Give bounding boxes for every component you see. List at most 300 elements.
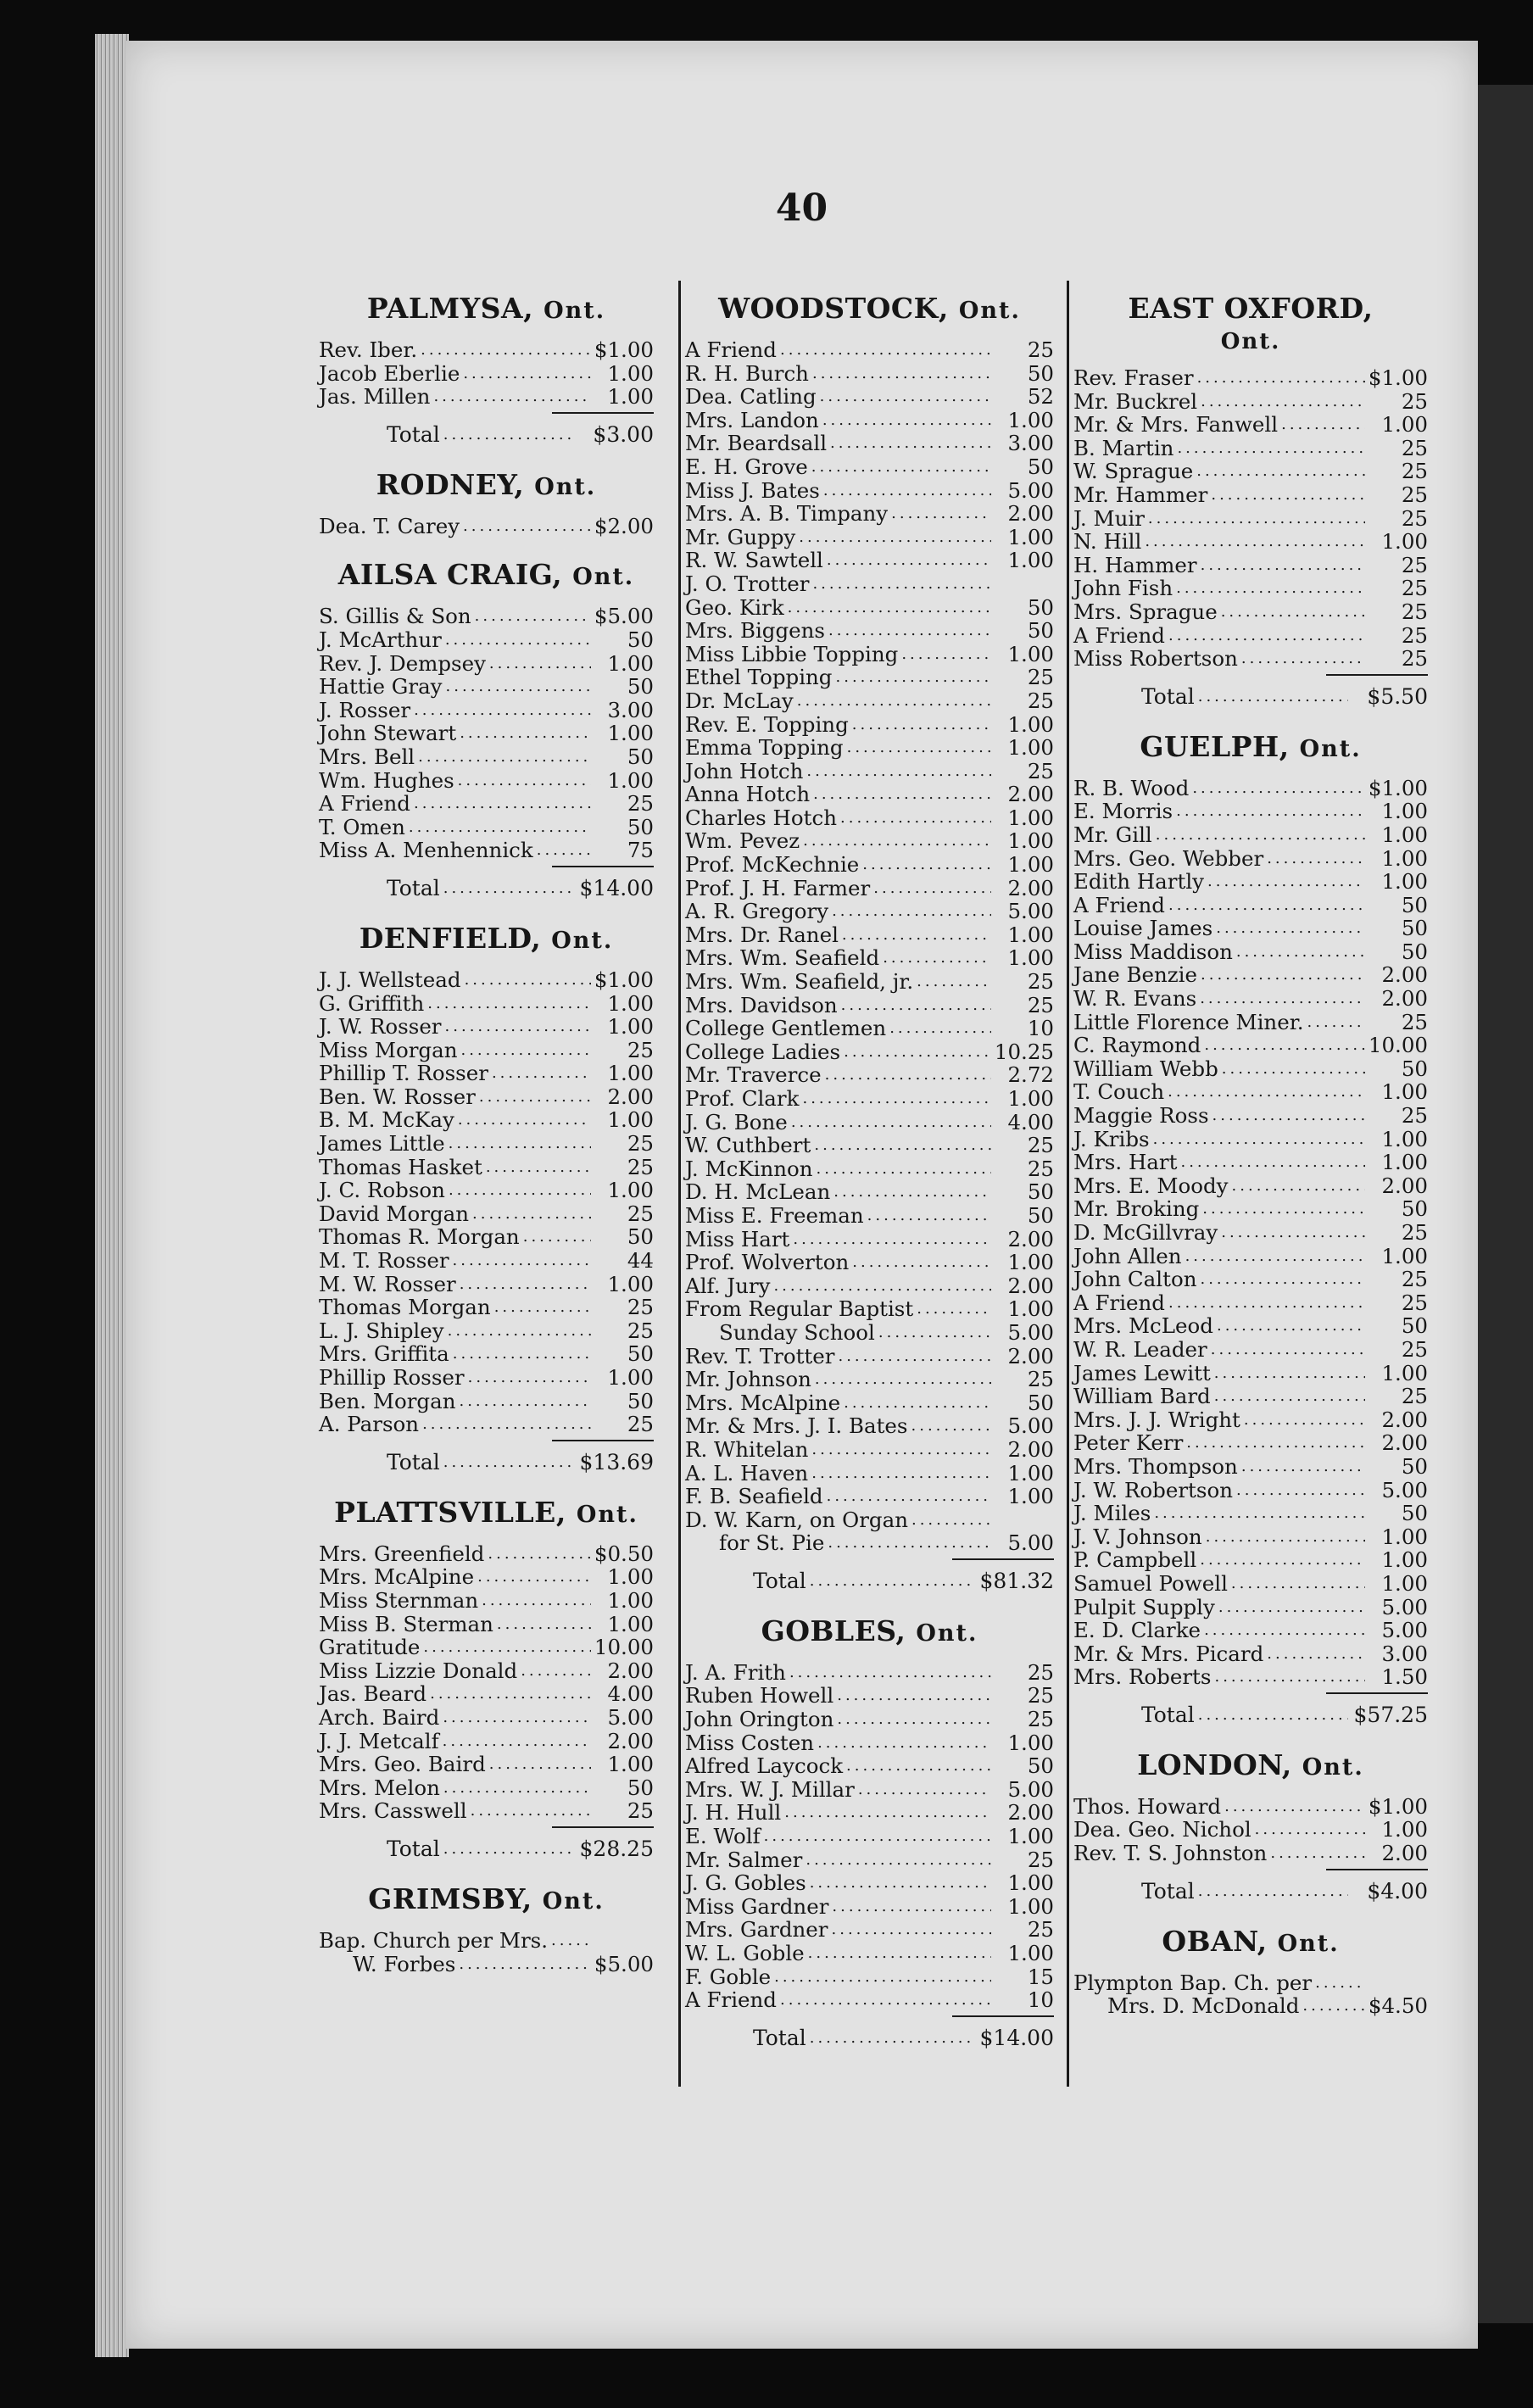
donor-name: A. Parson — [319, 1412, 420, 1437]
donor-row — [319, 1613, 654, 1636]
donor-name: Miss Libbie Topping — [685, 641, 899, 666]
donor-section — [319, 467, 654, 538]
dot-leader — [1222, 1057, 1365, 1081]
donor-name: Mrs. Thompson — [1073, 1453, 1238, 1479]
donor-name: From Regular Baptist — [685, 1296, 914, 1322]
dot-leader — [825, 1063, 991, 1087]
donor-row — [1073, 1842, 1428, 1865]
donation-amount: 1.00 — [1007, 548, 1054, 573]
donation-amount: 5.00 — [1007, 1776, 1054, 1802]
total-rule — [1326, 1692, 1428, 1694]
donation-amount: 25 — [1027, 665, 1054, 690]
dot-leader — [1201, 390, 1365, 414]
dot-leader — [448, 1319, 591, 1343]
donor-name: J. C. Robson — [319, 1178, 445, 1203]
donor-row — [685, 1204, 1054, 1228]
section-place-name: AILSA CRAIG, — [337, 558, 563, 592]
dot-leader — [427, 992, 591, 1016]
section-total — [319, 1837, 654, 1862]
donor-row — [1073, 963, 1428, 987]
donor-name: Mrs. Gardner — [685, 1917, 828, 1943]
donation-amount: $5.00 — [594, 1951, 654, 1976]
donor-name: A Friend — [1073, 1290, 1165, 1315]
donation-amount: 2.00 — [1381, 1173, 1428, 1198]
donor-name: Mr. & Mrs. Fanwell — [1073, 412, 1279, 438]
dot-leader — [836, 666, 992, 689]
donor-row — [319, 1015, 654, 1039]
donation-amount: 50 — [1027, 1753, 1054, 1779]
donor-row — [685, 1063, 1054, 1087]
section-place-name: GUELPH, — [1140, 729, 1290, 763]
donor-row — [319, 968, 654, 992]
donor-name: Miss Maddison — [1073, 939, 1233, 964]
donation-amount: 1.00 — [1381, 1360, 1428, 1385]
section-place-name: GRIMSBY, — [368, 1881, 532, 1915]
donor-row — [685, 338, 1054, 362]
dot-leader — [842, 923, 991, 947]
dot-leader — [812, 362, 991, 386]
donation-amount: 50 — [1401, 916, 1428, 941]
dot-leader — [1206, 1525, 1365, 1549]
donation-amount: 1.00 — [1007, 922, 1054, 947]
donation-amount: 50 — [627, 744, 654, 769]
donor-name: Peter Kerr — [1073, 1430, 1184, 1456]
donation-amount: 1.00 — [607, 1587, 654, 1613]
dot-leader — [453, 1249, 591, 1273]
donor-row — [685, 385, 1054, 409]
donor-name: J. V. Johnson — [1073, 1524, 1202, 1549]
donor-name: Phillip T. Rosser — [319, 1061, 488, 1086]
donation-amount: 25 — [1401, 646, 1428, 672]
donor-row — [1073, 577, 1428, 600]
donor-row — [1073, 847, 1428, 871]
donor-row — [685, 1251, 1054, 1274]
dot-leader — [901, 643, 991, 666]
dot-leader — [841, 994, 991, 1017]
donor-name: Mrs. Davidson — [685, 992, 838, 1017]
donor-name: College Ladies — [685, 1039, 841, 1064]
dot-leader — [844, 1391, 991, 1415]
dot-leader — [1241, 647, 1365, 671]
section-province: Ont. — [1302, 1753, 1364, 1781]
column-rule-2 — [1067, 281, 1069, 2087]
donor-row — [319, 745, 654, 769]
donor-row — [685, 877, 1054, 900]
dot-leader — [1204, 1034, 1365, 1057]
section-province: Ont. — [572, 564, 635, 591]
total-label: Total — [1141, 1878, 1195, 1904]
donor-name: T. Omen — [319, 814, 405, 839]
donor-row — [685, 1134, 1054, 1157]
donation-amount: 1.00 — [607, 1564, 654, 1590]
donor-row — [1073, 1455, 1428, 1479]
donor-name: W. L. Goble — [685, 1941, 805, 1965]
donor-row — [1073, 1362, 1428, 1385]
donor-name: A Friend — [319, 791, 410, 817]
dot-leader — [844, 1040, 991, 1064]
total-amount: $13.69 — [579, 1449, 654, 1474]
donor-name: James Little — [319, 1131, 445, 1157]
donation-amount: 1.00 — [1381, 1524, 1428, 1549]
donation-amount: 50 — [627, 814, 654, 839]
donor-row — [1073, 1479, 1428, 1502]
donation-amount: 25 — [1027, 1683, 1054, 1708]
donation-amount: 25 — [1027, 992, 1054, 1017]
donor-row — [685, 1111, 1054, 1134]
donor-row — [685, 829, 1054, 853]
donor-row — [685, 1017, 1054, 1040]
donation-amount: 5.00 — [1007, 1530, 1054, 1556]
donor-name: A Friend — [1073, 622, 1165, 648]
donor-row — [1073, 870, 1428, 894]
dot-leader — [1217, 1314, 1365, 1338]
section-title — [1073, 729, 1428, 765]
dot-leader — [443, 1706, 591, 1730]
section-province: Ont. — [1220, 329, 1281, 354]
donor-row — [1073, 1502, 1428, 1525]
donor-row — [1073, 483, 1428, 507]
donation-amount: 1.00 — [1381, 529, 1428, 555]
donor-row — [319, 1342, 654, 1366]
donation-amount: 25 — [1401, 435, 1428, 460]
donor-row — [685, 432, 1054, 455]
donor-row — [685, 1414, 1054, 1438]
donor-name: Alfred Laycock — [685, 1753, 844, 1779]
donor-name: Mrs. Melon — [319, 1775, 440, 1800]
donation-amount: 25 — [1401, 1267, 1428, 1292]
total-rule — [1326, 1869, 1428, 1870]
dot-leader — [521, 1659, 591, 1683]
donor-name: Miss A. Menhennick — [319, 838, 533, 863]
dot-leader — [832, 1895, 991, 1919]
donor-row — [685, 970, 1054, 994]
total-amount: $81.32 — [979, 1568, 1054, 1593]
dot-leader — [430, 1682, 591, 1706]
donation-amount: 25 — [1027, 1707, 1054, 1732]
donor-name: L. J. Shipley — [319, 1318, 444, 1343]
dot-leader — [773, 1274, 991, 1298]
donation-amount: $0.50 — [594, 1541, 654, 1566]
dot-leader — [799, 526, 991, 549]
page-number: 40 — [775, 187, 828, 230]
donor-row — [319, 675, 654, 699]
donor-row — [685, 736, 1054, 760]
donor-name: Mrs. Hart — [1073, 1150, 1178, 1175]
dot-leader — [475, 605, 591, 628]
dot-leader — [810, 1871, 991, 1895]
donation-amount: 25 — [1401, 459, 1428, 484]
dot-leader — [1198, 1879, 1348, 1904]
dot-leader — [489, 652, 591, 676]
dot-leader — [443, 1776, 591, 1800]
section-place-name: RODNEY, — [376, 467, 525, 501]
donation-amount: 5.00 — [1007, 477, 1054, 503]
donor-name: Prof. Clark — [685, 1086, 800, 1111]
donor-name: E. Wolf — [685, 1824, 761, 1849]
donor-row — [685, 1825, 1054, 1848]
dot-leader — [862, 853, 991, 877]
dot-leader — [458, 1108, 591, 1132]
donor-name: J. McArthur — [319, 627, 442, 652]
donation-amount: 50 — [1027, 454, 1054, 479]
donor-name: Mr. Guppy — [685, 524, 796, 549]
donation-amount: 50 — [627, 674, 654, 700]
donor-row — [685, 549, 1054, 572]
donation-amount: 1.00 — [607, 360, 654, 386]
dot-leader — [788, 596, 991, 620]
section-title — [319, 1497, 654, 1530]
page-edge-stack — [95, 34, 129, 2357]
column-3 — [1073, 293, 1428, 2040]
donation-amount: 25 — [1027, 1133, 1054, 1158]
donation-amount: 2.00 — [607, 1658, 654, 1683]
total-rule — [552, 1440, 654, 1441]
donor-name: Wm. Hughes — [319, 767, 454, 793]
dot-leader — [806, 760, 991, 783]
donation-amount: 25 — [627, 1798, 654, 1824]
donor-row — [1073, 1642, 1428, 1666]
donor-row — [319, 699, 654, 722]
dot-leader — [468, 1366, 591, 1390]
dot-leader — [803, 829, 991, 853]
dot-leader — [1177, 437, 1365, 460]
donor-row — [685, 1871, 1054, 1895]
total-amount: $57.25 — [1353, 1702, 1428, 1727]
dot-leader — [422, 1413, 591, 1436]
donor-row — [685, 1228, 1054, 1251]
donor-name: Jacob Eberlie — [319, 360, 460, 386]
donor-name: Mr. Buckrel — [1073, 388, 1198, 414]
dot-leader — [1270, 1842, 1365, 1865]
dot-leader — [1255, 1818, 1365, 1842]
donation-amount: 1.00 — [1007, 828, 1054, 854]
dot-leader — [810, 1569, 974, 1594]
donor-name: R. Whitelan — [685, 1436, 809, 1462]
total-label: Total — [753, 2025, 806, 2050]
donation-amount: 1.00 — [607, 1061, 654, 1086]
dot-leader — [1200, 987, 1365, 1011]
donation-amount: 1.00 — [607, 650, 654, 676]
donation-amount: $1.00 — [1368, 775, 1428, 800]
donation-amount: 50 — [1401, 939, 1428, 964]
donation-amount: 2.00 — [1007, 1800, 1054, 1826]
donor-name: J. McKinnon — [685, 1156, 813, 1181]
section-place-name: EAST OXFORD, — [1128, 292, 1374, 325]
donor-row — [319, 792, 654, 816]
donor-name: J. H. Hull — [685, 1800, 782, 1826]
donor-row — [685, 1918, 1054, 1942]
donor-name: Miss B. Sterman — [319, 1611, 493, 1636]
donor-name: Miss Hart — [685, 1226, 790, 1251]
donor-name: Mr. Gill — [1073, 822, 1152, 847]
dot-leader — [494, 1296, 591, 1319]
donor-row — [319, 1296, 654, 1319]
donor-row — [685, 502, 1054, 526]
donation-amount: 1.00 — [607, 1365, 654, 1390]
dot-leader — [828, 1531, 991, 1555]
dot-leader — [460, 1273, 591, 1296]
donor-name: D. W. Karn, on Organ — [685, 1507, 908, 1532]
section-title — [319, 293, 654, 326]
dot-leader — [1201, 963, 1365, 987]
donation-amount: 5.00 — [1381, 1594, 1428, 1619]
donor-section — [685, 293, 1054, 1594]
donation-amount: $1.00 — [594, 967, 654, 992]
donor-name: Mrs. Geo. Webber — [1073, 845, 1264, 871]
donor-name: D. H. McLean — [685, 1179, 831, 1205]
dot-leader — [917, 970, 991, 994]
donor-row — [685, 1801, 1054, 1825]
donation-amount: 50 — [627, 1224, 654, 1250]
donor-row — [1073, 1572, 1428, 1596]
donor-row — [1073, 800, 1428, 823]
dot-leader — [489, 1753, 591, 1776]
dot-leader — [482, 1589, 591, 1613]
donation-amount: 25 — [627, 1412, 654, 1437]
donor-row — [685, 1462, 1054, 1485]
donation-amount: 1.00 — [607, 1752, 654, 1777]
donor-row — [1073, 1314, 1428, 1338]
donation-amount: 2.00 — [1007, 501, 1054, 527]
dot-leader — [1168, 894, 1365, 917]
donor-row — [319, 628, 654, 652]
donor-name: D. McGillvray — [1073, 1220, 1218, 1245]
dot-leader — [822, 409, 991, 432]
donor-name: S. Gillis & Son — [319, 604, 471, 629]
donor-row — [685, 1848, 1054, 1872]
donor-row — [1073, 917, 1428, 940]
dot-leader — [463, 362, 591, 386]
donor-section — [1073, 1926, 1428, 2018]
dot-leader — [911, 1414, 991, 1438]
donor-name: John Calton — [1073, 1267, 1197, 1292]
donor-row — [1073, 1525, 1428, 1549]
donor-name: John Fish — [1073, 576, 1173, 601]
donor-row — [1073, 1548, 1428, 1572]
donor-name: Mrs. A. B. Timpany — [685, 501, 889, 527]
dot-leader — [445, 1015, 591, 1039]
donor-name: John Stewart — [319, 721, 457, 746]
dot-leader — [867, 1204, 991, 1228]
donor-name: A Friend — [1073, 892, 1165, 917]
donor-row — [319, 1179, 654, 1202]
donation-amount: 1.00 — [607, 1178, 654, 1203]
donation-amount: 1.00 — [1007, 1484, 1054, 1509]
dot-leader — [1156, 823, 1365, 847]
donor-row — [1073, 1057, 1428, 1081]
donor-name: J. W. Rosser — [319, 1014, 442, 1040]
donor-row — [685, 1485, 1054, 1508]
donor-name: J. Muir — [1073, 505, 1145, 531]
donor-name: J. A. Frith — [685, 1659, 786, 1685]
donor-row — [319, 338, 654, 362]
dot-leader — [443, 422, 574, 448]
donor-row — [1073, 823, 1428, 847]
donation-amount: 2.00 — [1007, 1343, 1054, 1368]
column-2 — [685, 293, 1054, 2073]
donor-row — [1073, 940, 1428, 964]
donor-name: Dea. Geo. Nichol — [1073, 1817, 1251, 1842]
donation-amount: 1.00 — [1007, 641, 1054, 666]
donation-amount: 4.00 — [1007, 1109, 1054, 1134]
dot-leader — [479, 1085, 591, 1109]
donor-name: Mrs. Biggens — [685, 618, 826, 644]
donor-name: Rev. E. Topping — [685, 711, 849, 737]
donor-row — [685, 1391, 1054, 1415]
donor-name: Bap. Church per Mrs. — [319, 1927, 549, 1953]
donation-amount: 25 — [1401, 1336, 1428, 1362]
donor-row — [685, 1368, 1054, 1391]
donor-section — [319, 293, 654, 448]
donation-amount: 50 — [1401, 1453, 1428, 1479]
donor-row — [1073, 1385, 1428, 1408]
donation-amount: 5.00 — [1007, 1413, 1054, 1439]
dot-leader — [815, 1368, 991, 1391]
donor-name: Ethel Topping — [685, 665, 833, 690]
donor-name: Thos. Howard — [1073, 1793, 1222, 1819]
dot-leader — [1231, 1572, 1365, 1596]
donor-row — [319, 385, 654, 409]
dot-leader — [449, 1132, 591, 1156]
dot-leader — [1198, 684, 1348, 710]
donor-name: Mrs. Sprague — [1073, 599, 1218, 624]
donor-row — [685, 1942, 1054, 1965]
donor-row — [1073, 1151, 1428, 1174]
donor-row — [319, 1636, 654, 1659]
donor-name: Phillip Rosser — [319, 1365, 465, 1390]
donor-name: Prof. Wolverton — [685, 1250, 850, 1275]
dot-leader — [443, 1450, 574, 1475]
donor-row — [1073, 413, 1428, 437]
dot-leader — [840, 806, 991, 830]
donor-name: W. Sprague — [1073, 459, 1194, 484]
donor-name: William Webb — [1073, 1056, 1218, 1081]
donor-row — [319, 1249, 654, 1273]
donation-amount: 1.00 — [1381, 845, 1428, 871]
dot-leader — [1176, 577, 1365, 600]
donor-name: Little Florence Miner. — [1073, 1009, 1304, 1034]
donor-row — [319, 1390, 654, 1413]
donor-name: A Friend — [685, 337, 777, 362]
donor-row — [319, 605, 654, 628]
donor-row — [319, 1202, 654, 1226]
donor-name: Maggie Ross — [1073, 1103, 1209, 1129]
donor-section — [1073, 1747, 1428, 1904]
donor-name: Ben. Morgan — [319, 1388, 456, 1413]
donation-amount: 25 — [1401, 505, 1428, 531]
dot-leader — [774, 1965, 991, 1989]
donor-row — [319, 1589, 654, 1613]
dot-leader — [1267, 1642, 1365, 1666]
donor-name: J. Kribs — [1073, 1126, 1150, 1151]
dot-leader — [1201, 554, 1365, 577]
donor-row — [685, 1965, 1054, 1989]
section-title — [319, 923, 654, 956]
section-total — [685, 2026, 1054, 2051]
donor-name: Prof. J. H. Farmer — [685, 875, 871, 900]
donor-row — [1073, 1174, 1428, 1198]
section-total — [1073, 1879, 1428, 1904]
donation-amount: 1.00 — [1007, 524, 1054, 549]
donor-row — [1073, 1011, 1428, 1034]
dot-leader — [811, 1438, 991, 1462]
donation-amount: 50 — [627, 1388, 654, 1413]
donor-row — [319, 1132, 654, 1156]
donation-amount: $1.00 — [1368, 1793, 1428, 1819]
dot-leader — [858, 1778, 991, 1802]
donor-row — [1073, 1431, 1428, 1455]
donation-amount: 50 — [627, 1775, 654, 1800]
